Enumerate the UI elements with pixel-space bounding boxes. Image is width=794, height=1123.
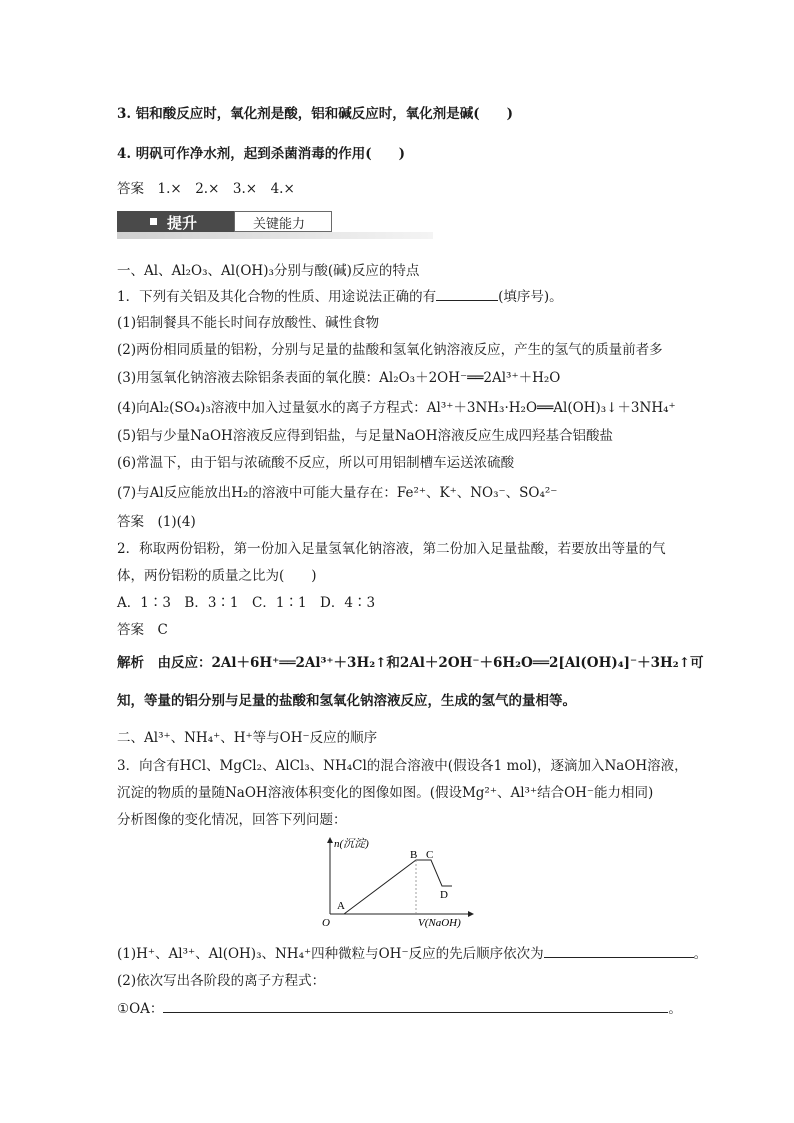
answer-blank bbox=[544, 943, 694, 958]
banner-square-icon bbox=[150, 218, 157, 225]
banner-tag bbox=[234, 211, 332, 232]
banner-underline bbox=[117, 232, 433, 239]
question-3-judge: 3. 铝和酸反应时，氧化剂是酸，铝和碱反应时，氧化剂是碱( ) bbox=[117, 106, 514, 122]
answer-blank bbox=[163, 998, 668, 1013]
problem-1-item-5: (5)铝与少量NaOH溶液反应得到铝盐，与足量NaOH溶液反应生成四羟基合铝酸盐 bbox=[117, 428, 614, 444]
section-banner bbox=[117, 211, 433, 238]
answer-blank bbox=[436, 286, 498, 301]
point-b-label: B bbox=[410, 849, 418, 861]
problem-1-item-1: (1)铝制餐具不能长时间存放酸性、碱性食物 bbox=[117, 315, 380, 331]
problem-3-sub-3-tail: 。 bbox=[668, 1001, 682, 1017]
problem-3-stem-2: 沉淀的物质的量随NaOH溶液体积变化的图像如图。(假设Mg²⁺、Al³⁺结合OH⁻能力相同) bbox=[117, 785, 654, 801]
banner-subtitle: 关键能力 bbox=[253, 217, 306, 232]
problem-3-sub-3 bbox=[117, 997, 682, 1017]
problem-3-sub-1 bbox=[117, 942, 707, 962]
problem-3-sub-1-text: (1)H⁺、Al³⁺、Al(OH)₃、NH₄⁺四种微粒与OH⁻反应的先后顺序依次为 bbox=[117, 946, 544, 962]
problem-3-stem-1: 3．向含有HCl、MgCl₂、AlCl₃、NH₄Cl的混合溶液中(假设各1 mol)，逐滴加入NaOH溶液， bbox=[117, 758, 688, 774]
precipitate-curve bbox=[344, 860, 452, 914]
problem-2-stem-2: 体，两份铝粉的质量之比为( ) bbox=[117, 568, 317, 584]
problem-1-answer: 答案 (1)(4) bbox=[117, 514, 196, 530]
point-a-label: A bbox=[337, 900, 345, 912]
problem-1-stem bbox=[117, 285, 563, 305]
problem-1-stem-text: 1．下列有关铝及其化合物的性质、用途说法正确的有 bbox=[117, 289, 437, 305]
point-d-label: D bbox=[440, 889, 448, 901]
problem-3-sub-1-tail: 。 bbox=[693, 946, 708, 962]
point-c-label: C bbox=[426, 849, 434, 861]
problem-2-answer: 答案 C bbox=[117, 622, 168, 638]
problem-2-stem-1: 2．称取两份铝粉，第一份加入足量氢氧化钠溶液，第二份加入足量盐酸，若要放出等量的气 bbox=[117, 541, 666, 557]
problem-1-item-6: (6)常温下，由于铝与浓硫酸不反应，所以可用铝制槽车运送浓硫酸 bbox=[117, 455, 515, 471]
problem-2-explanation-1: 解析 由反应：2Al＋6H⁺══2Al³⁺＋3H₂↑和2Al＋2OH⁻＋6H₂O══2[Al(OH)₄]⁻＋3H₂↑可 bbox=[117, 655, 704, 671]
problem-3-sub-2: (2)依次写出各阶段的离子方程式： bbox=[117, 973, 326, 989]
problem-1-stem-tail: (填序号)。 bbox=[498, 289, 563, 305]
problem-1-item-4: (4)向Al₂(SO₄)₃溶液中加入过量氨水的离子方程式：Al³⁺＋3NH₃·H₂O══Al(OH)₃↓＋3NH₄⁺ bbox=[117, 400, 676, 416]
x-axis-label: V(NaOH) bbox=[418, 917, 461, 929]
y-axis-label: n(沉淀) bbox=[334, 838, 369, 850]
banner-dark-block bbox=[117, 211, 234, 232]
problem-3-sub-3-text: ①OA： bbox=[117, 1001, 164, 1017]
banner-title: 提升 bbox=[167, 214, 198, 232]
origin-label: O bbox=[322, 917, 330, 929]
section-heading-2: 二、Al³⁺、NH₄⁺、H⁺等与OH⁻反应的顺序 bbox=[117, 730, 378, 746]
problem-2-explanation-2: 知，等量的铝分别与足量的盐酸和氢氧化钠溶液反应，生成的氢气的量相等。 bbox=[117, 693, 576, 709]
problem-1-item-3: (3)用氢氧化钠溶液去除铝条表面的氧化膜：Al₂O₃＋2OH⁻══2Al³⁺＋H₂O bbox=[117, 370, 561, 386]
answer-top: 答案 1.× 2.× 3.× 4.× bbox=[117, 181, 295, 197]
section-heading-1: 一、Al、Al₂O₃、Al(OH)₃分别与酸(碱)反应的特点 bbox=[117, 263, 420, 279]
question-4-judge: 4. 明矾可作净水剂，起到杀菌消毒的作用( ) bbox=[117, 146, 406, 162]
problem-1-item-2: (2)两份相同质量的铝粉，分别与足量的盐酸和氢氧化钠溶液反应，产生的氢气的质量前者多 bbox=[117, 342, 663, 358]
problem-1-item-7: (7)与Al反应能放出H₂的溶液中可能大量存在：Fe²⁺、K⁺、NO₃⁻、SO₄²⁻ bbox=[117, 485, 558, 501]
problem-3-stem-3: 分析图像的变化情况，回答下列问题： bbox=[117, 812, 347, 828]
problem-2-options: A．1∶3 B．3∶1 C．1∶1 D．4∶3 bbox=[117, 595, 376, 611]
precipitate-graph bbox=[318, 834, 478, 930]
